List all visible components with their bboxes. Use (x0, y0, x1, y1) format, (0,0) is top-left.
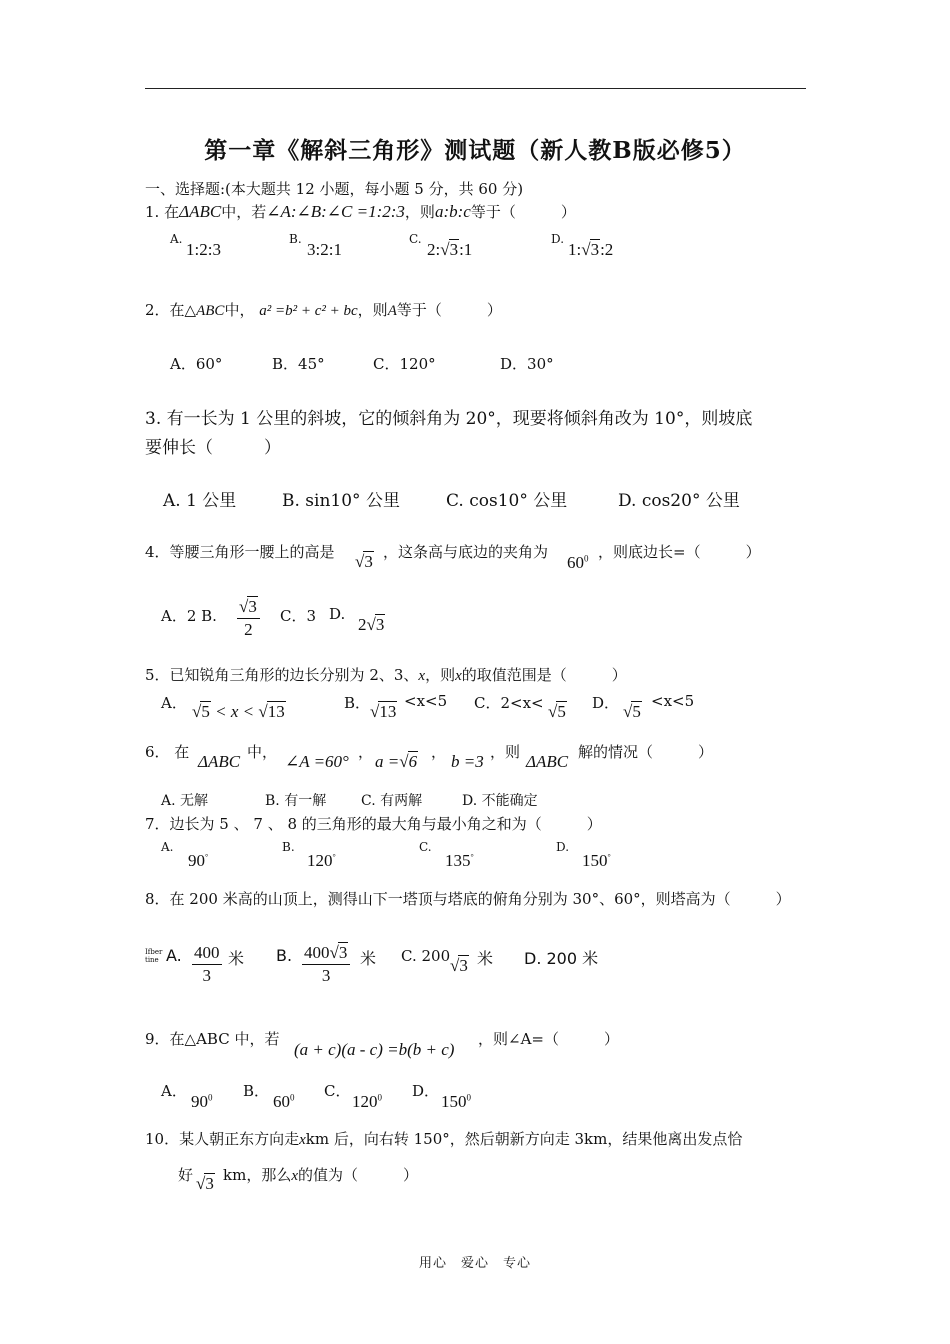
q9-option-c: $120^0$ (352, 1092, 382, 1111)
q5-option-d-label: D． (592, 694, 620, 712)
q6-condition-a: a =√6 (375, 752, 418, 771)
question-4-stem-c: ，则底边长=（ ） (598, 543, 761, 561)
q4-option-a: A．2 B. (161, 607, 217, 625)
question-6-stem-b: 中， (247, 743, 278, 761)
q8-option-b-label: B. (276, 946, 293, 965)
question-5: 5．已知锐角三角形的边长分别为 2、3、x，则x的取值范围是（ ） (145, 666, 627, 684)
q1-option-a-label: A. (170, 232, 183, 246)
q9-equation: (a + c)(a - c) =b(b + c) (294, 1040, 455, 1059)
q6-separator-2: ， (431, 743, 447, 761)
q5-option-c: C．2<x< (474, 694, 544, 712)
q5-option-b-range: <x<5 (404, 692, 448, 710)
q6-condition-angle: ∠A =60° (285, 752, 349, 771)
section-heading: 一、选择题:(本大题共 12 小题，每小题 5 分，共 60 分) (145, 180, 524, 198)
question-3-line-1: 3. 有一长为 1 公里的斜坡，它的倾斜角为 20°，现要将倾斜角改为 10°，则坡底 (145, 409, 753, 429)
page-footer: 用心 爱心 专心 (418, 1256, 531, 1271)
q6-triangle-2: ΔABC (526, 752, 569, 771)
q4-option-d-label: D. (329, 605, 346, 623)
q8-option-d: D. 200 米 (524, 949, 599, 968)
q5-option-b-label: B． (344, 694, 371, 712)
q8-option-c-radical: √3 (450, 956, 468, 975)
q9-option-d: $150^0$ (441, 1092, 471, 1111)
question-10-line-2-b: km，那么x的值为（ ） (223, 1166, 419, 1184)
q7-option-a-label: A. (161, 840, 174, 854)
q8-option-b-unit: 米 (360, 949, 377, 968)
q7-option-d-label: D. (556, 840, 570, 854)
q2-option-a: A．60° (170, 355, 223, 373)
q7-option-d: 150° (582, 851, 611, 870)
q7-option-b-label: B. (282, 840, 295, 854)
q8-option-a-unit: 米 (228, 949, 245, 968)
question-1: 1. 在ΔABC中，若∠A:∠B:∠C =1:2:3，则a:b:c等于（ ） (145, 202, 576, 221)
q8-option-c: C. 200 (401, 947, 451, 965)
q6-option-a: A. 无解 (161, 793, 209, 809)
q7-option-a: 90° (188, 851, 209, 870)
question-8: 8．在 200 米高的山顶上，测得山下一塔顶与塔底的俯角分别为 30°、60°，则塔高为（ ） (145, 890, 791, 908)
q4-height-radical: √3 (355, 552, 373, 571)
q1-option-c: 2:√3:1 (427, 240, 473, 259)
q4-option-d: 2√3 (358, 615, 385, 634)
q9-option-d-label: D． (412, 1082, 440, 1100)
q5-option-a: √5 < x < √13 (192, 702, 285, 721)
q9-option-c-label: C． (324, 1082, 351, 1100)
q1-option-b: 3:2:1 (307, 240, 342, 259)
q3-option-b: B. sin10° 公里 (282, 491, 400, 511)
q6-condition-b: b =3 (451, 752, 484, 771)
q6-option-d: D. 不能确定 (462, 793, 538, 809)
q4-option-b-fraction: $\frac{√3}{2}$ (237, 596, 260, 641)
q4-angle: $60^0$ (567, 553, 589, 572)
question-10-line-1: 10．某人朝正东方向走xkm 后，向右转 150°，然后朝新方向走 3km，结果他离出发点恰 (145, 1130, 743, 1148)
q2-option-d: D．30° (500, 355, 554, 373)
page-title: 第一章《解斜三角形》测试题（新人教B版必修5） (204, 137, 746, 164)
q8-option-a-label: A. (166, 946, 182, 965)
q9-option-b-label: B． (243, 1082, 270, 1100)
question-4-stem-a: 4．等腰三角形一腰上的高是 (145, 543, 335, 561)
question-9-stem-a: 9．在△ABC 中，若 (145, 1030, 280, 1048)
q1-option-d-label: D. (551, 232, 565, 246)
q5-option-d-radical: √5 (623, 702, 641, 721)
question-4-stem-b: ，这条高与底边的夹角为 (383, 543, 549, 561)
question-2: 2．在△ABC中， a² =b² + c² + bc，则A等于（ ） (145, 301, 502, 319)
q10-radical: √3 (196, 1174, 214, 1193)
question-6-stem-a: 6． 在 (145, 743, 190, 761)
question-6-stem-d: 解的情况（ ） (578, 743, 714, 761)
header-rule (145, 88, 806, 89)
q8-option-c-unit: 米 (477, 949, 494, 968)
question-9-stem-b: ，则∠A=（ ） (478, 1030, 619, 1048)
question-3-line-2: 要伸长（ ） (145, 438, 281, 458)
q1-option-b-label: B. (289, 232, 302, 246)
question-10-line-2-a: 好 (178, 1166, 194, 1184)
q5-option-a-label: A． (161, 694, 187, 712)
q6-option-c: C. 有两解 (361, 793, 423, 809)
q7-option-b: 120° (307, 851, 336, 870)
q1-option-a: 1:2:3 (186, 240, 221, 259)
q4-option-c: C．3 (280, 607, 317, 625)
q7-option-c-label: C. (419, 840, 432, 854)
q6-triangle: ΔABC (198, 752, 241, 771)
question-7: 7．边长为 5 、 7 、 8 的三角形的最大角与最小角之和为（ ） (145, 815, 602, 833)
q9-option-b: $60^0$ (273, 1092, 295, 1111)
q8-option-b-fraction: $\frac{400√3}{3}$ (302, 942, 350, 987)
q3-option-d: D. cos20° 公里 (618, 491, 740, 511)
q1-option-c-label: C. (409, 232, 422, 246)
q3-option-c: C. cos10° 公里 (446, 491, 568, 511)
q5-option-b-radical: √13 (370, 702, 397, 721)
question-6-stem-c: ，则 (490, 743, 521, 761)
q5-option-d-range: <x<5 (651, 692, 695, 710)
q2-option-c: C．120° (373, 355, 436, 373)
q6-separator-1: ， (358, 743, 374, 761)
q2-option-b: B．45° (272, 355, 325, 373)
q6-option-b: B. 有一解 (265, 793, 327, 809)
q8-option-a-fraction: $\frac{400}{3}$ (194, 943, 220, 985)
q5-option-c-radical: √5 (548, 702, 566, 721)
q3-option-a: A. 1 公里 (163, 491, 237, 511)
q9-option-a-label: A． (161, 1082, 187, 1100)
q9-option-a: $90^0$ (191, 1092, 213, 1111)
q1-option-d: 1:√3:2 (568, 240, 614, 259)
q7-option-c: 135° (445, 851, 474, 870)
q8-stray-glyph: Ifber tine (145, 948, 163, 964)
